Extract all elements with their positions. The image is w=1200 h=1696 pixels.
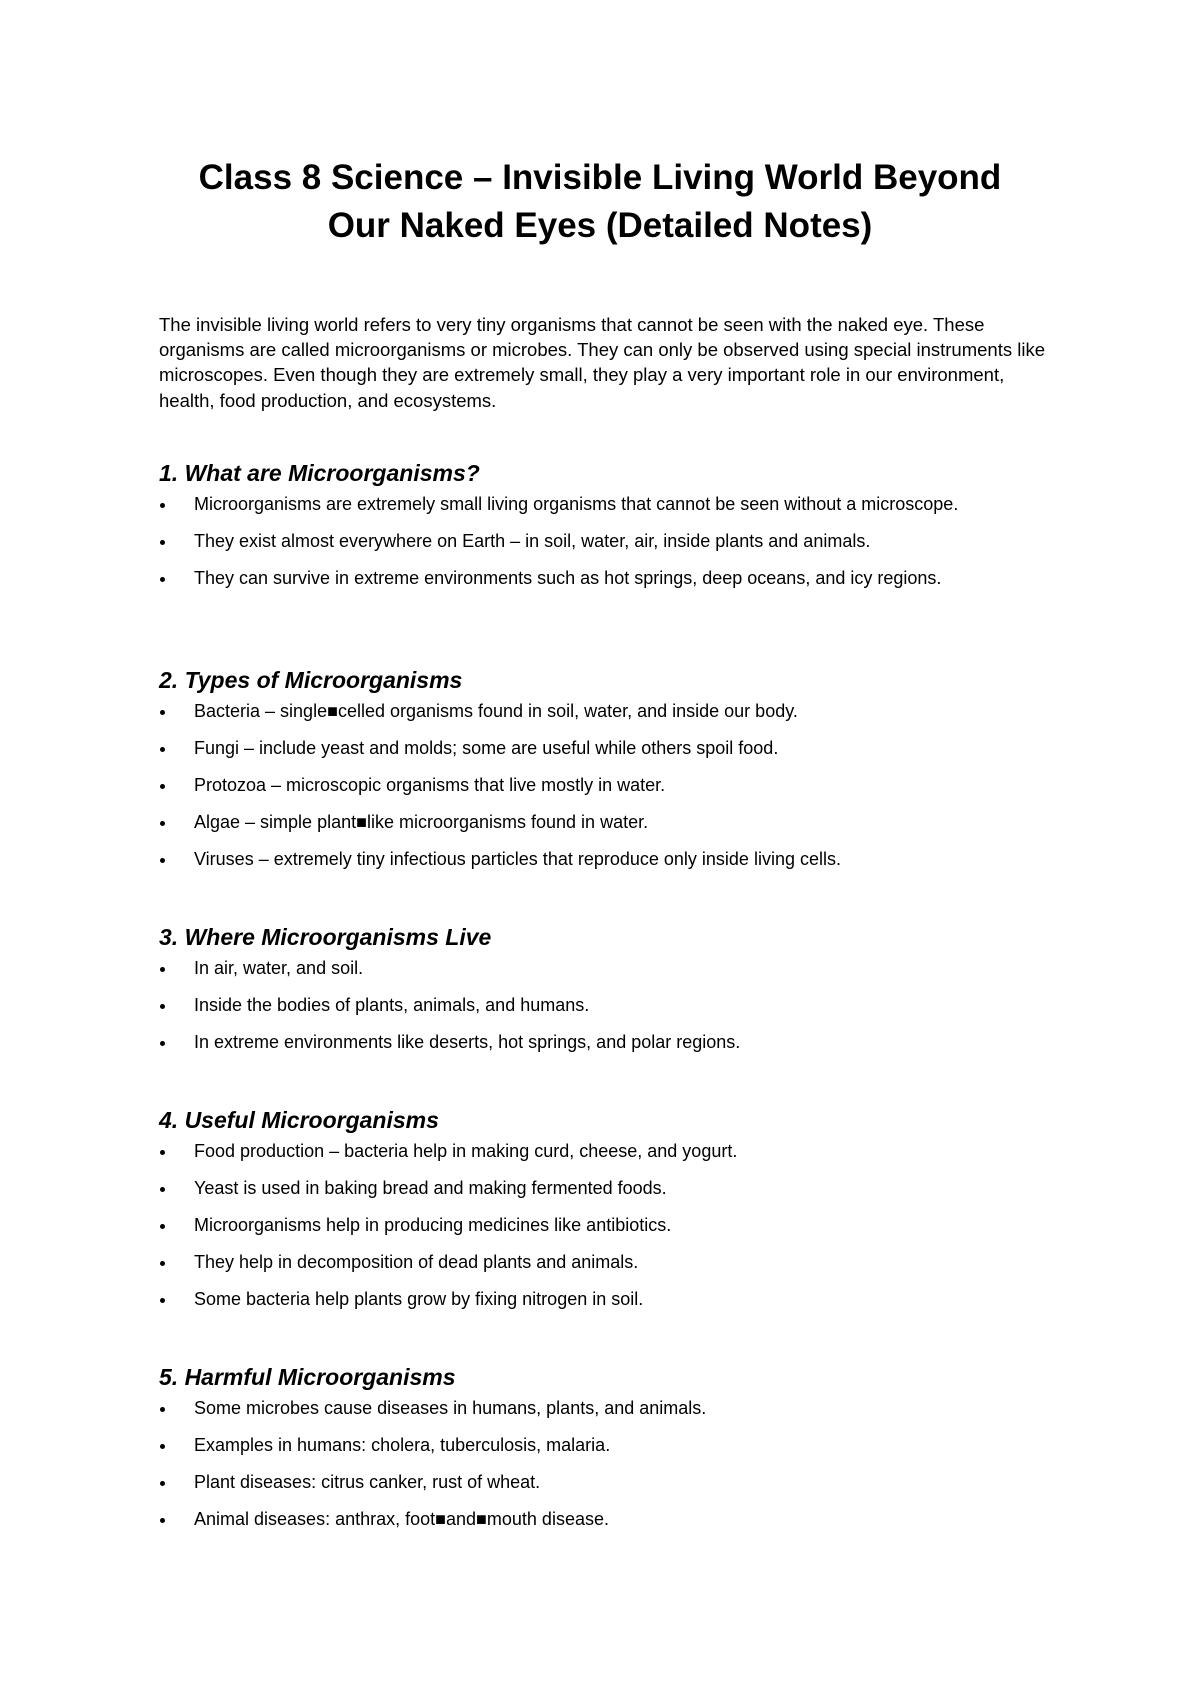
list-item: Food production – bacteria help in making curd, cheese, and yogurt. bbox=[159, 1139, 1059, 1164]
section-harmful-microorganisms bbox=[159, 1362, 1059, 1544]
bullet-icon bbox=[160, 710, 165, 715]
section-heading: 1. What are Microorganisms? bbox=[159, 460, 480, 486]
bullet-list bbox=[159, 1396, 1059, 1532]
section-heading: 5. Harmful Microorganisms bbox=[159, 1364, 456, 1390]
list-item: Some microbes cause diseases in humans, plants, and animals. bbox=[159, 1396, 1059, 1421]
section-useful-microorganisms bbox=[159, 1105, 1059, 1324]
bullet-icon bbox=[160, 967, 165, 972]
bullet-icon bbox=[160, 821, 165, 826]
list-item: Algae – simple plant■like microorganisms found in water. bbox=[159, 810, 1059, 835]
bullet-icon bbox=[160, 503, 165, 508]
bullet-icon bbox=[160, 1187, 165, 1192]
bullet-icon bbox=[160, 1481, 165, 1486]
list-item: Viruses – extremely tiny infectious particles that reproduce only inside living cells. bbox=[159, 847, 1059, 872]
intro-paragraph: The invisible living world refers to very tiny organisms that cannot be seen with the naked eye. These organisms are called microorganisms or microbes. They can only be observed using special instruments like microscopes. Even though they are extremely small, they play a very important role in our environment, health, food production, and ecosystems. bbox=[159, 314, 1045, 411]
bullet-icon bbox=[160, 858, 165, 863]
list-item: Examples in humans: cholera, tuberculosis, malaria. bbox=[159, 1433, 1059, 1458]
document-title bbox=[150, 154, 1050, 250]
list-item: Yeast is used in baking bread and making fermented foods. bbox=[159, 1176, 1059, 1201]
list-item: Bacteria – single■celled organisms found in soil, water, and inside our body. bbox=[159, 699, 1059, 724]
bullet-icon bbox=[160, 1150, 165, 1155]
list-item: Microorganisms help in producing medicines like antibiotics. bbox=[159, 1213, 1059, 1238]
list-item: They exist almost everywhere on Earth – in soil, water, air, inside plants and animals. bbox=[159, 529, 1059, 554]
bullet-icon bbox=[160, 540, 165, 545]
section-what-are-microorganisms bbox=[159, 458, 1059, 603]
bullet-icon bbox=[160, 1444, 165, 1449]
list-item: They can survive in extreme environments such as hot springs, deep oceans, and icy regions. bbox=[159, 566, 1059, 591]
bullet-icon bbox=[160, 1518, 165, 1523]
section-types-of-microorganisms bbox=[159, 665, 1059, 884]
list-item: Fungi – include yeast and molds; some are useful while others spoil food. bbox=[159, 736, 1059, 761]
list-item: In air, water, and soil. bbox=[159, 956, 1059, 981]
bullet-icon bbox=[160, 577, 165, 582]
bullet-list bbox=[159, 699, 1059, 872]
section-heading: 2. Types of Microorganisms bbox=[159, 667, 463, 693]
list-item: Plant diseases: citrus canker, rust of wheat. bbox=[159, 1470, 1059, 1495]
bullet-icon bbox=[160, 1298, 165, 1303]
bullet-icon bbox=[160, 784, 165, 789]
bullet-icon bbox=[160, 747, 165, 752]
bullet-icon bbox=[160, 1261, 165, 1266]
bullet-list bbox=[159, 956, 1059, 1055]
list-item: Protozoa – microscopic organisms that live mostly in water. bbox=[159, 773, 1059, 798]
bullet-icon bbox=[160, 1004, 165, 1009]
bullet-icon bbox=[160, 1041, 165, 1046]
list-item: Microorganisms are extremely small living organisms that cannot be seen without a microscope. bbox=[159, 492, 1059, 517]
title-line-2: Our Naked Eyes (Detailed Notes) bbox=[327, 206, 873, 245]
list-item: In extreme environments like deserts, hot springs, and polar regions. bbox=[159, 1030, 1059, 1055]
bullet-icon bbox=[160, 1407, 165, 1412]
list-item: They help in decomposition of dead plants and animals. bbox=[159, 1250, 1059, 1275]
bullet-list bbox=[159, 492, 1059, 591]
bullet-list bbox=[159, 1139, 1059, 1312]
list-item: Inside the bodies of plants, animals, and humans. bbox=[159, 993, 1059, 1018]
section-where-microorganisms-live bbox=[159, 922, 1059, 1067]
list-item: Some bacteria help plants grow by fixing nitrogen in soil. bbox=[159, 1287, 1059, 1312]
section-heading: 3. Where Microorganisms Live bbox=[159, 924, 492, 950]
title-line-1: Class 8 Science – Invisible Living World Beyond bbox=[198, 158, 1002, 197]
list-item: Animal diseases: anthrax, foot■and■mouth disease. bbox=[159, 1507, 1059, 1532]
bullet-icon bbox=[160, 1224, 165, 1229]
section-heading: 4. Useful Microorganisms bbox=[159, 1107, 439, 1133]
